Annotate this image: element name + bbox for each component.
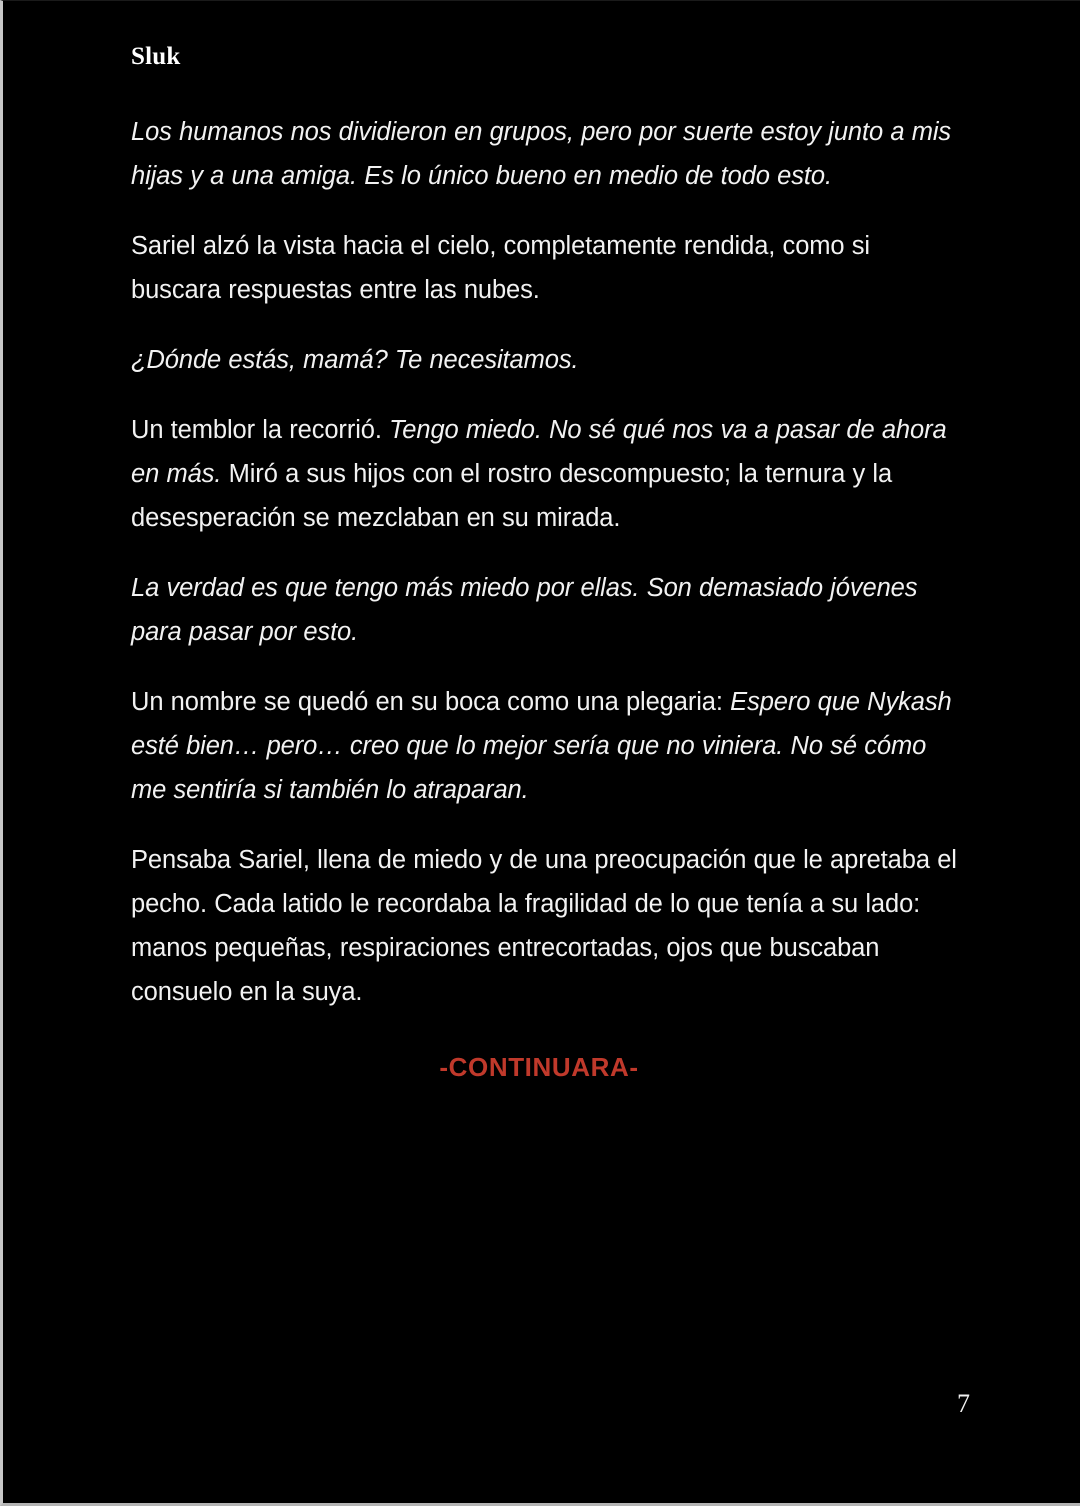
paragraph [131, 198, 959, 312]
page-number: 7 [957, 1389, 970, 1418]
end-marker: -CONTINUARA- [439, 1052, 639, 1082]
paragraph [131, 312, 959, 382]
paragraph [131, 654, 959, 812]
paragraph [131, 382, 959, 540]
italic-run: ¿Dónde estás, mamá? Te necesitamos. [131, 346, 579, 374]
text-run: Pensaba Sariel, llena de miedo y de una preocupación que le apretaba el pecho. Cada latido le recordaba la fragilidad de lo que tenía a su lado: manos pequeñas, respiraciones entrecortadas, ojos que buscaban consuelo en la suya. [131, 846, 957, 1006]
text-run: Miró a sus hijos con el rostro descompuesto; la ternura y la desesperación se mezclaban en su mirada. [131, 460, 893, 532]
page-content [131, 1, 959, 1084]
paragraph-list [131, 72, 959, 1014]
italic-run: Espero que Nykash esté bien… pero… creo que lo mejor sería que no viniera. No sé cómo me sentiría si también lo atraparan. [131, 688, 952, 804]
paragraph [131, 72, 959, 198]
italic-run: Tengo miedo. No sé qué nos va a pasar de ahora en más. [131, 416, 947, 488]
text-run: Un nombre se quedó en su boca como una plegaria: [131, 688, 731, 716]
paragraph [131, 812, 959, 1014]
text-run: Un temblor la recorrió. [131, 416, 390, 444]
page-title: Sluk [131, 43, 181, 70]
paragraph [131, 540, 959, 654]
italic-run: Los humanos nos dividieron en grupos, pero por suerte estoy junto a mis hijas y a una amiga. Es lo único bueno en medio de todo esto. [131, 118, 952, 190]
text-run: Sariel alzó la vista hacia el cielo, completamente rendida, como si buscara respuestas entre las nubes. [131, 232, 871, 304]
italic-run: La verdad es que tengo más miedo por ellas. Son demasiado jóvenes para pasar por esto. [131, 574, 918, 646]
